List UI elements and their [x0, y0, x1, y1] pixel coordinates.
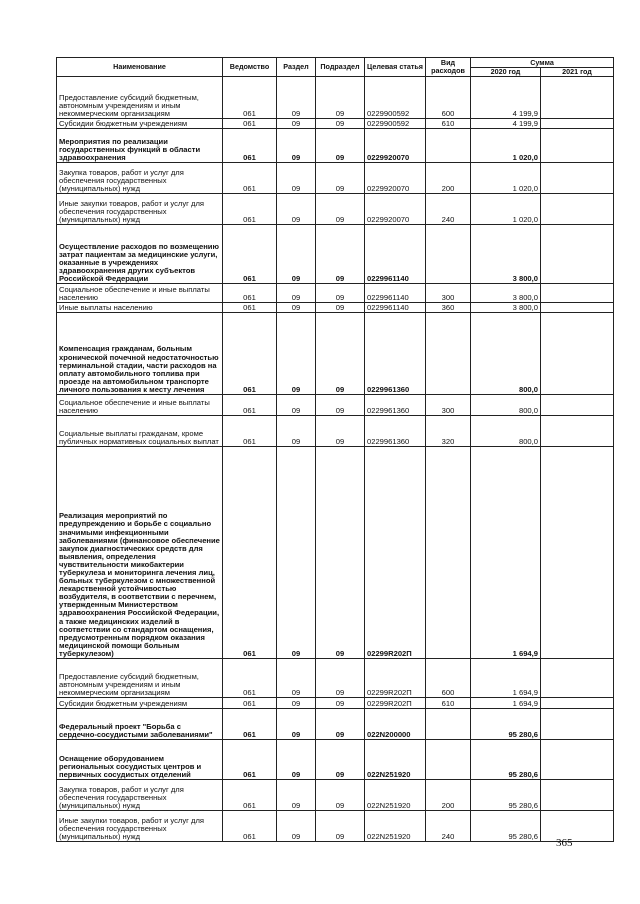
table-row [57, 698, 614, 709]
cell-vedomstvo: 061 [223, 780, 277, 811]
cell-podrazdel: 09 [316, 811, 365, 842]
cell-podrazdel: 09 [316, 284, 365, 303]
cell-sum-2020: 95 280,6 [471, 811, 541, 842]
cell-podrazdel: 09 [316, 303, 365, 313]
cell-name: Оснащение оборудованием региональных сосудистых центров и первичных сосудистых отделений [57, 740, 223, 780]
cell-target: 0229961360 [365, 416, 426, 447]
table-row [57, 395, 614, 416]
cell-vid: 600 [426, 77, 471, 119]
cell-vedomstvo: 061 [223, 163, 277, 194]
cell-vid: 240 [426, 194, 471, 225]
cell-name: Иные закупки товаров, работ и услуг для обеспечения государственных (муниципальных) нужд [57, 811, 223, 842]
cell-vedomstvo: 061 [223, 740, 277, 780]
cell-vid [426, 709, 471, 740]
cell-podrazdel: 09 [316, 740, 365, 780]
cell-vid: 300 [426, 395, 471, 416]
cell-name: Реализация мероприятий по предупреждению и борьбе с социально значимыми инфекционными заболеваниями (финансовое обеспечение закупок диагностических средств для выявления, определения чувствительности микобактерии туберкулеза и мониторинга лечения лиц, больных туберкулезом с множественной лекарственной устойчивостью возбудителя, в соответствии с перечнем, утвержденным Министерством здравоохранения Российской Федерации, а также медицинских изделий в соответствии со стандартом оснащения, предусмотренным порядком оказания медицинской помощи больным туберкулезом) [57, 447, 223, 659]
cell-name: Субсидии бюджетным учреждениям [57, 698, 223, 709]
cell-vedomstvo: 061 [223, 313, 277, 395]
table-row [57, 284, 614, 303]
cell-vedomstvo: 061 [223, 416, 277, 447]
cell-name: Социальное обеспечение и иные выплаты населению [57, 284, 223, 303]
cell-sum-2021 [541, 303, 614, 313]
cell-podrazdel: 09 [316, 698, 365, 709]
cell-razdel: 09 [277, 659, 316, 698]
cell-name: Иные закупки товаров, работ и услуг для обеспечения государственных (муниципальных) нужд [57, 194, 223, 225]
cell-target: 0229961140 [365, 303, 426, 313]
cell-target: 022N200000 [365, 709, 426, 740]
table-row [57, 709, 614, 740]
table-row [57, 740, 614, 780]
cell-podrazdel: 09 [316, 395, 365, 416]
cell-vedomstvo: 061 [223, 119, 277, 129]
cell-vedomstvo: 061 [223, 194, 277, 225]
cell-sum-2020: 1 020,0 [471, 194, 541, 225]
cell-vedomstvo: 061 [223, 447, 277, 659]
header-summa: Сумма [471, 58, 614, 68]
cell-name: Закупка товаров, работ и услуг для обеспечения государственных (муниципальных) нужд [57, 163, 223, 194]
cell-sum-2021 [541, 416, 614, 447]
cell-sum-2020: 95 280,6 [471, 709, 541, 740]
table-row [57, 194, 614, 225]
table-row [57, 77, 614, 119]
header-razdel: Раздел [277, 58, 316, 77]
table-row [57, 416, 614, 447]
table-row [57, 163, 614, 194]
cell-razdel: 09 [277, 709, 316, 740]
cell-vid: 240 [426, 811, 471, 842]
cell-name: Социальные выплаты гражданам, кроме публичных нормативных социальных выплат [57, 416, 223, 447]
header-year-2020: 2020 год [471, 68, 541, 77]
cell-vid: 300 [426, 284, 471, 303]
table-row [57, 447, 614, 659]
cell-sum-2020: 800,0 [471, 395, 541, 416]
cell-vedomstvo: 061 [223, 698, 277, 709]
cell-sum-2021 [541, 77, 614, 119]
cell-sum-2021 [541, 395, 614, 416]
cell-name: Социальное обеспечение и иные выплаты населению [57, 395, 223, 416]
cell-target: 0229961140 [365, 225, 426, 284]
cell-name: Мероприятия по реализации государственных функций в области здравоохранения [57, 129, 223, 163]
cell-razdel: 09 [277, 284, 316, 303]
cell-name: Предоставление субсидий бюджетным, автономным учреждениям и иным некоммерческим организациям [57, 659, 223, 698]
cell-target: 02299R202П [365, 698, 426, 709]
table-row [57, 129, 614, 163]
cell-sum-2020: 800,0 [471, 313, 541, 395]
cell-vid: 200 [426, 780, 471, 811]
cell-sum-2021 [541, 119, 614, 129]
cell-name: Закупка товаров, работ и услуг для обеспечения государственных (муниципальных) нужд [57, 780, 223, 811]
cell-vedomstvo: 061 [223, 129, 277, 163]
cell-sum-2021 [541, 447, 614, 659]
cell-target: 0229920070 [365, 194, 426, 225]
cell-razdel: 09 [277, 811, 316, 842]
cell-sum-2020: 4 199,9 [471, 119, 541, 129]
cell-vedomstvo: 061 [223, 77, 277, 119]
cell-target: 02299R202П [365, 659, 426, 698]
cell-vid: 320 [426, 416, 471, 447]
cell-sum-2021 [541, 129, 614, 163]
cell-target: 0229961140 [365, 284, 426, 303]
cell-target: 022N251920 [365, 780, 426, 811]
cell-name: Осуществление расходов по возмещению затрат пациентам за медицинские услуги, оказанные в учреждениях здравоохранения других субъектов Российской Федерации [57, 225, 223, 284]
table-row [57, 780, 614, 811]
table-row [57, 313, 614, 395]
cell-sum-2021 [541, 780, 614, 811]
cell-sum-2021 [541, 225, 614, 284]
cell-razdel: 09 [277, 698, 316, 709]
cell-podrazdel: 09 [316, 447, 365, 659]
cell-sum-2020: 1 694,9 [471, 447, 541, 659]
cell-sum-2020: 3 800,0 [471, 303, 541, 313]
cell-vid [426, 313, 471, 395]
cell-podrazdel: 09 [316, 780, 365, 811]
cell-target: 02299R202П [365, 447, 426, 659]
cell-razdel: 09 [277, 395, 316, 416]
cell-vid: 600 [426, 659, 471, 698]
header-vid: Вид расходов [426, 58, 471, 77]
cell-vid [426, 225, 471, 284]
cell-sum-2020: 1 020,0 [471, 129, 541, 163]
cell-razdel: 09 [277, 163, 316, 194]
cell-sum-2021 [541, 698, 614, 709]
cell-podrazdel: 09 [316, 163, 365, 194]
cell-target: 0229961360 [365, 313, 426, 395]
cell-vid: 610 [426, 119, 471, 129]
cell-sum-2020: 1 694,9 [471, 659, 541, 698]
cell-sum-2021 [541, 313, 614, 395]
cell-sum-2020: 1 694,9 [471, 698, 541, 709]
cell-podrazdel: 09 [316, 709, 365, 740]
header-vedomstvo: Ведомство [223, 58, 277, 77]
cell-razdel: 09 [277, 303, 316, 313]
cell-vid: 360 [426, 303, 471, 313]
cell-vid: 610 [426, 698, 471, 709]
cell-razdel: 09 [277, 780, 316, 811]
cell-vid: 200 [426, 163, 471, 194]
cell-razdel: 09 [277, 194, 316, 225]
cell-sum-2020: 95 280,6 [471, 740, 541, 780]
cell-sum-2021 [541, 659, 614, 698]
cell-sum-2021 [541, 163, 614, 194]
cell-podrazdel: 09 [316, 119, 365, 129]
table-row [57, 811, 614, 842]
table-body [57, 77, 614, 842]
table-row [57, 119, 614, 129]
cell-target: 0229900592 [365, 119, 426, 129]
cell-vid [426, 740, 471, 780]
cell-razdel: 09 [277, 447, 316, 659]
cell-sum-2020: 95 280,6 [471, 780, 541, 811]
cell-name: Компенсация гражданам, больным хронической почечной недостаточностью терминальной стадии, части расходов на оплату автомобильного топлива при проезде на автомобильном транспорте личного пользования к месту лечения [57, 313, 223, 395]
cell-name: Иные выплаты населению [57, 303, 223, 313]
cell-name: Предоставление субсидий бюджетным, автономным учреждениям и иным некоммерческим организациям [57, 77, 223, 119]
cell-sum-2021 [541, 284, 614, 303]
cell-vid [426, 129, 471, 163]
cell-vedomstvo: 061 [223, 659, 277, 698]
cell-razdel: 09 [277, 313, 316, 395]
cell-razdel: 09 [277, 416, 316, 447]
cell-vedomstvo: 061 [223, 303, 277, 313]
cell-podrazdel: 09 [316, 416, 365, 447]
budget-table-container [56, 57, 614, 842]
cell-sum-2021 [541, 194, 614, 225]
cell-razdel: 09 [277, 119, 316, 129]
cell-target: 0229920070 [365, 163, 426, 194]
cell-vedomstvo: 061 [223, 284, 277, 303]
cell-podrazdel: 09 [316, 194, 365, 225]
cell-target: 0229900592 [365, 77, 426, 119]
cell-sum-2020: 800,0 [471, 416, 541, 447]
cell-name: Федеральный проект "Борьба с сердечно-сосудистыми заболеваниями" [57, 709, 223, 740]
header-podrazdel: Подраздел [316, 58, 365, 77]
cell-sum-2020: 4 199,9 [471, 77, 541, 119]
cell-sum-2020: 3 800,0 [471, 284, 541, 303]
cell-sum-2020: 1 020,0 [471, 163, 541, 194]
cell-sum-2021 [541, 740, 614, 780]
cell-vedomstvo: 061 [223, 811, 277, 842]
cell-vedomstvo: 061 [223, 709, 277, 740]
cell-target: 022N251920 [365, 740, 426, 780]
cell-podrazdel: 09 [316, 129, 365, 163]
cell-vid [426, 447, 471, 659]
cell-target: 0229920070 [365, 129, 426, 163]
cell-sum-2020: 3 800,0 [471, 225, 541, 284]
header-year-2021: 2021 год [541, 68, 614, 77]
cell-name: Субсидии бюджетным учреждениям [57, 119, 223, 129]
cell-vedomstvo: 061 [223, 395, 277, 416]
header-name: Наименование [57, 58, 223, 77]
table-row [57, 659, 614, 698]
cell-podrazdel: 09 [316, 225, 365, 284]
cell-razdel: 09 [277, 225, 316, 284]
page-number: 365 [556, 837, 573, 849]
table-row [57, 225, 614, 284]
cell-podrazdel: 09 [316, 77, 365, 119]
cell-target: 022N251920 [365, 811, 426, 842]
table-row [57, 303, 614, 313]
cell-podrazdel: 09 [316, 313, 365, 395]
cell-sum-2021 [541, 709, 614, 740]
cell-podrazdel: 09 [316, 659, 365, 698]
cell-vedomstvo: 061 [223, 225, 277, 284]
budget-table [56, 57, 614, 842]
header-target: Целевая статья [365, 58, 426, 77]
cell-razdel: 09 [277, 129, 316, 163]
cell-razdel: 09 [277, 740, 316, 780]
cell-target: 0229961360 [365, 395, 426, 416]
cell-razdel: 09 [277, 77, 316, 119]
cell-sum-2021 [541, 811, 614, 842]
table-header [57, 58, 614, 77]
